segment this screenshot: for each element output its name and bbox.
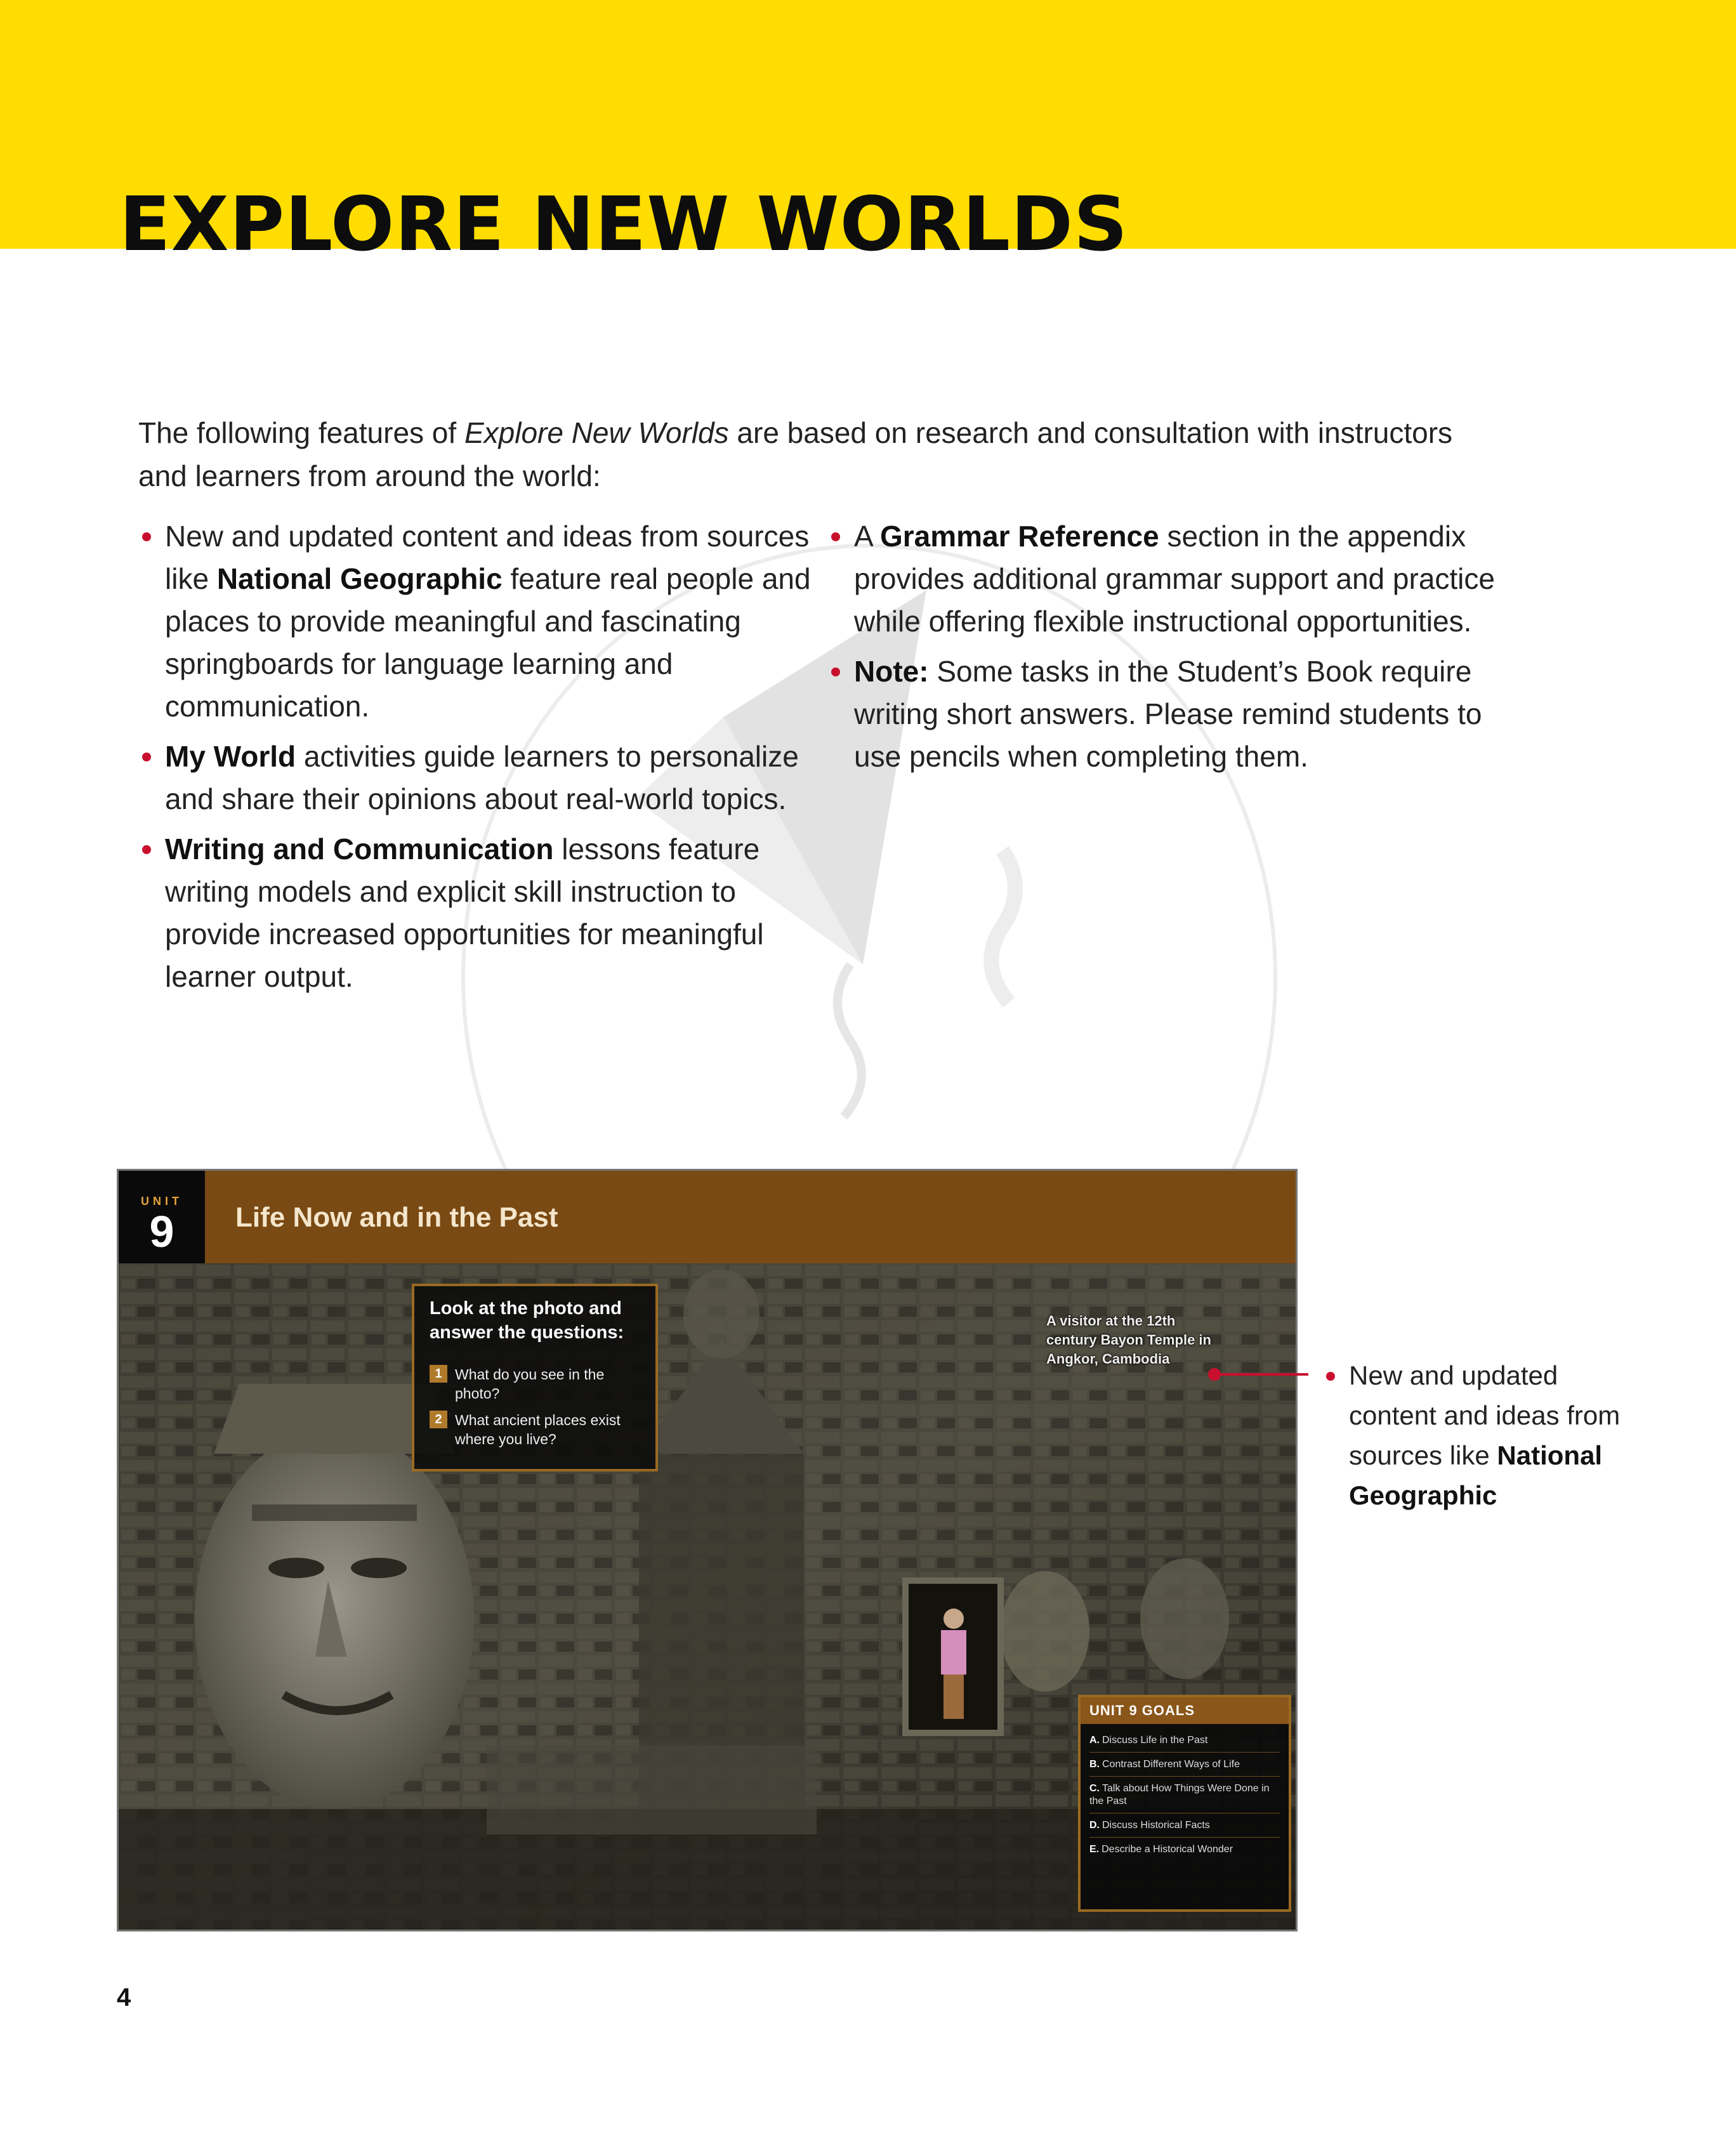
goal-item	[1089, 1843, 1280, 1856]
feature-item	[138, 735, 811, 820]
feature-text: A	[854, 520, 880, 553]
feature-highlight: Writing and Communication	[165, 833, 554, 865]
feature-item	[827, 650, 1500, 778]
feature-item	[138, 515, 811, 728]
feature-text: activities guide learners to personalize and share their opinions about real-world topics.	[165, 740, 799, 815]
feature-highlight: My World	[165, 740, 296, 773]
features-list-right	[827, 515, 1500, 786]
intro-paragraph	[138, 411, 1503, 497]
feature-text: Some tasks in the Student’s Book require writing short answers. Please remind students to use pencils when completing them.	[854, 655, 1482, 773]
callout-text-plain: New and updated content and ideas from sources like	[1349, 1360, 1621, 1470]
goals-header	[1081, 1697, 1289, 1724]
intro-book-title: Explore New Worlds	[464, 416, 729, 449]
goal-text: Discuss Historical Facts	[1102, 1820, 1210, 1831]
page-title: EXPLORE NEW WORLDS	[119, 180, 1128, 268]
goal-divider	[1089, 1776, 1280, 1777]
feature-highlight: Note:	[854, 655, 929, 688]
page-number: 4	[117, 1984, 131, 2011]
question-item	[430, 1365, 645, 1403]
goal-item	[1089, 1819, 1280, 1832]
unit-goals-box	[1078, 1695, 1291, 1912]
goal-letter: D.	[1089, 1820, 1100, 1831]
photo-caption: A visitor at the 12th century Bayon Temple in Angkor, Cambodia	[1046, 1313, 1211, 1367]
unit-title: Life Now and in the Past	[235, 1202, 558, 1233]
feature-text: section in the appendix provides additional grammar support and practice while offering flexible instructional opportunities.	[854, 520, 1495, 638]
photo-question-box	[412, 1284, 658, 1471]
features-list-left	[138, 515, 811, 1006]
feature-highlight: Grammar Reference	[879, 520, 1159, 553]
feature-item	[827, 515, 1500, 643]
goal-text: Describe a Historical Wonder	[1101, 1844, 1233, 1855]
intro-text-after: are based on research and consultation with instructors and learners from around the world:	[138, 416, 1453, 492]
goal-divider	[1089, 1837, 1280, 1838]
unit-header-bar	[119, 1171, 1296, 1263]
callout-highlight: National Geographic	[1349, 1440, 1603, 1510]
feature-text: lessons feature writing models and explicit skill instruction to provide increased opportunities for meaningful learner output.	[165, 833, 764, 993]
goal-text: Talk about How Things Were Done in the Past	[1089, 1783, 1270, 1807]
question-text: What ancient places exist where you live?	[455, 1412, 621, 1447]
goals-title: UNIT 9 GOALS	[1089, 1702, 1195, 1718]
feature-text: feature real people and places to provide meaningful and fascinating springboards for language learning and communication.	[165, 562, 811, 723]
feature-highlight: National Geographic	[216, 562, 503, 595]
question-box-title: Look at the photo and answer the questions:	[430, 1298, 624, 1343]
callout-line	[1213, 1373, 1308, 1376]
goal-letter: A.	[1089, 1735, 1100, 1746]
goal-text: Contrast Different Ways of Life	[1102, 1759, 1240, 1770]
callout-text	[1349, 1355, 1628, 1515]
goal-divider	[1089, 1752, 1280, 1753]
callout-bullet	[1326, 1372, 1335, 1381]
unit-number: 9	[149, 1207, 174, 1256]
unit-number-box	[119, 1171, 205, 1263]
goal-item	[1089, 1734, 1280, 1747]
goal-letter: E.	[1089, 1844, 1100, 1855]
intro-text-before: The following features of	[138, 416, 464, 449]
goal-item	[1089, 1758, 1280, 1771]
feature-item	[138, 828, 811, 998]
goal-letter: C.	[1089, 1783, 1100, 1794]
question-number: 2	[430, 1411, 447, 1428]
goal-letter: B.	[1089, 1759, 1100, 1770]
unit-opener-sample	[117, 1169, 1298, 1932]
goal-item	[1089, 1782, 1280, 1808]
unit-label: UNIT	[141, 1195, 183, 1208]
goal-text: Discuss Life in the Past	[1102, 1735, 1208, 1746]
question-number: 1	[430, 1365, 447, 1383]
feature-text: New and updated content and ideas from sources like	[165, 520, 810, 595]
question-item	[430, 1411, 645, 1449]
question-text: What do you see in the photo?	[455, 1366, 605, 1402]
